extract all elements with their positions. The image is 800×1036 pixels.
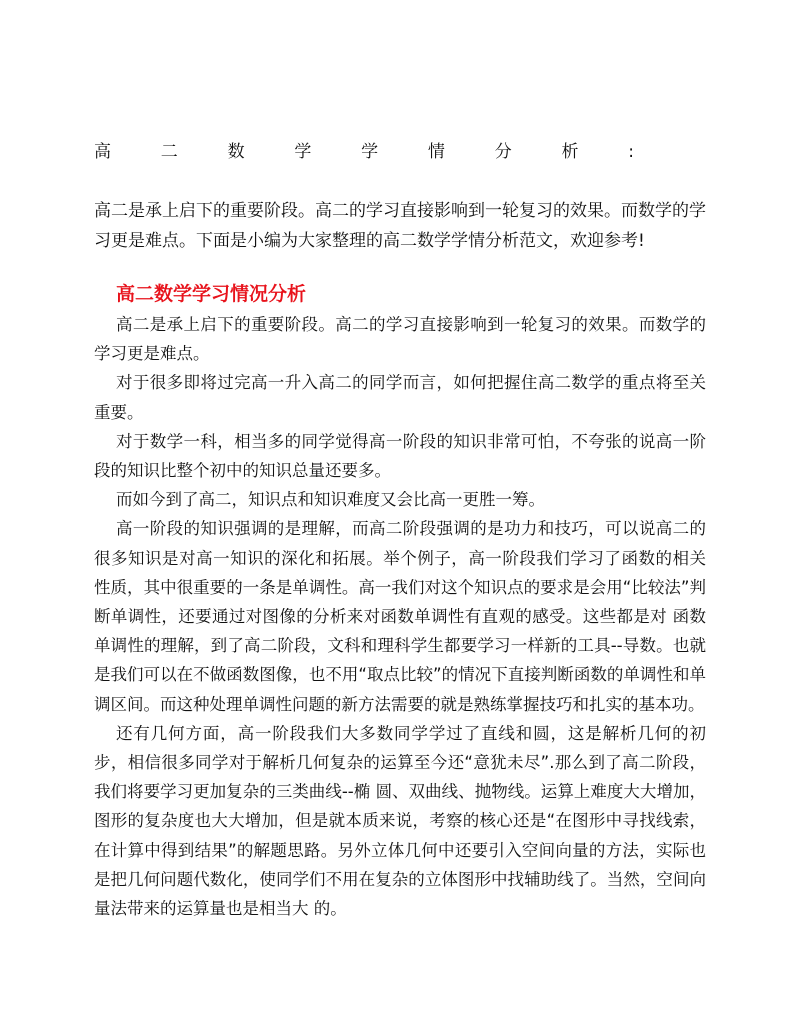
title-char: 分 — [494, 142, 512, 162]
section-heading: 高二数学学习情况分析 — [116, 283, 307, 305]
title-char: 高 — [94, 142, 111, 162]
body-paragraph: 而如今到了高二，知识点和知识难度又会比高一更胜一筹。 — [116, 490, 545, 510]
title-char: 学 — [361, 142, 379, 162]
title-char: 析 — [561, 142, 579, 162]
body-paragraph: 还有几何方面，高一阶段我们大多数同学学过了直线和圆，这是解析几何的初步，相信很多同学对于解析几何复杂的运算至今还“意犹未尽”.那么到了高二阶段，我们将要学习更加复杂的三类曲线--椭 圆、双曲线、抛物线。运算上难度大大增加，图形的复杂度也大大增加，但是就本质来说，考察的核心还是“在图形中寻找线索，在计算中得到结果”的解题思路。另外立体几何中还要引入空间向量的方法，实际也是把几何问题代数化，使同学们不用在复杂的立体图形中找辅助线了。当然，空间向量法带来的运算量也是相当大 的。 — [94, 723, 706, 919]
intro-paragraph: 高二是承上启下的重要阶段。高二的学习直接影响到一轮复习的效果。而数学的学习更是难点。下面是小编为大家整理的高二数学学情分析范文，欢迎参考! — [94, 201, 706, 251]
body-paragraph: 高一阶段的知识强调的是理解，而高二阶段强调的是功力和技巧，可以说高二的很多知识是对高一知识的深化和拓展。举个例子，高一阶段我们学习了函数的相关 性质，其中很重要的一条是单调性。高一我们对这个知识点的要求是会用“比较法”判断单调性，还要通过对图像的分析来对函数单调性有直观的感受。这些都是对 函数单调性的理解，到了高二阶段，文科和理科学生都要学习一样新的工具--导数。也就是我们可以在不做函数图像，也不用“取点比较”的情况下直接判断函数的单调性和单调区间。而这种处理单调性问题的新方法需要的就是熟练掌握技巧和扎实的基本功。 — [94, 519, 706, 714]
title-char: 数 — [227, 142, 245, 162]
body-paragraph: 对于很多即将过完高一升入高二的同学而言，如何把握住高二数学的重点将至关重要。 — [94, 373, 706, 422]
body-text — [94, 310, 706, 923]
body-paragraph: 高二是承上启下的重要阶段。高二的学习直接影响到一轮复习的效果。而数学的学习更是难点。 — [94, 315, 706, 364]
title-char: 学 — [294, 142, 312, 162]
title-char: : — [628, 142, 634, 162]
body-paragraph: 对于数学一科，相当多的同学觉得高一阶段的知识非常可怕，不夸张的说高一阶段的知识比整个初中的知识总量还要多。 — [94, 431, 706, 481]
title-char: 二 — [160, 142, 178, 162]
title-char: 情 — [427, 142, 445, 162]
document-title — [94, 140, 634, 164]
